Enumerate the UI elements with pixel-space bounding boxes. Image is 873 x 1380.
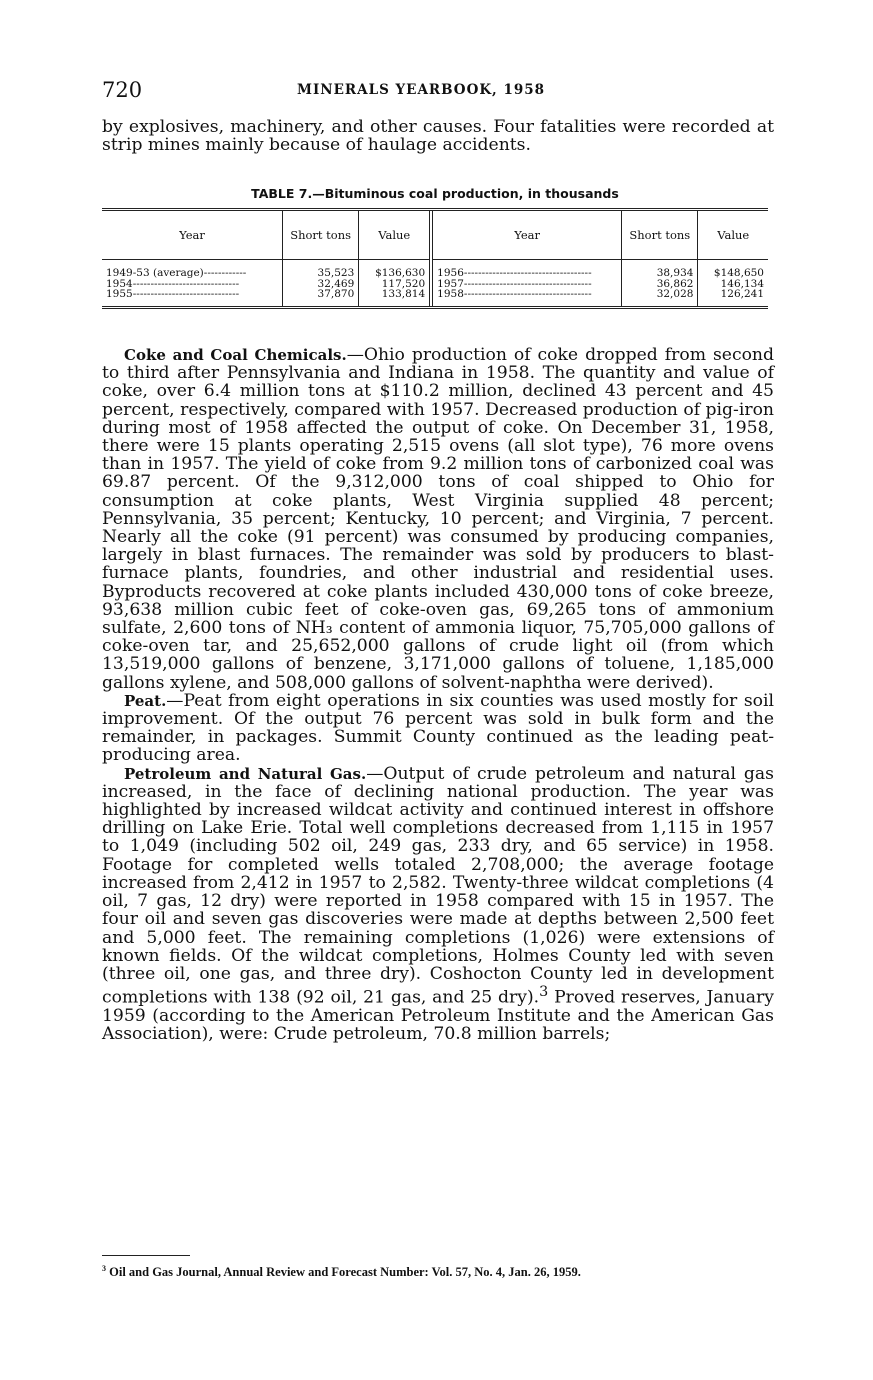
table-header-row (102, 211, 768, 260)
peat-heading: Peat. (124, 691, 167, 710)
table-cell-short-tons: 32,028 (656, 288, 694, 300)
footnote-text: Oil and Gas Journal, Annual Review and Forecast Number: Vol. 57, No. 4, Jan. 26, 1959. (109, 1265, 581, 1280)
table-cell-short-tons: 35,523 (317, 267, 355, 279)
footnote-marker: 3 (102, 1264, 106, 1273)
right-year-cell (431, 260, 622, 306)
col-header-year-right: Year (431, 211, 622, 260)
peat-paragraph (102, 692, 774, 765)
intro-text: by explosives, machinery, and other causes. Four fatalities were recorded at strip mines mainly because of haulage accidents. (102, 117, 774, 156)
col-header-value-right: Value (698, 211, 768, 260)
table-cell-short-tons: 36,862 (656, 277, 694, 290)
table-cell-year: 1958------------------------------------ (437, 289, 592, 300)
journal-title: MINERALS YEARBOOK, 1958 (297, 82, 546, 98)
page-number: 720 (102, 78, 143, 102)
petroleum-text-continued: Proved reserves, January 1959 (according to the American Petroleum Institute and the American Gas Association), were: Crude petroleum, 70.8 million barrels; (102, 987, 774, 1045)
table-cell-year: 1956------------------------------------ (437, 268, 592, 279)
col-header-short-tons-left: Short tons (283, 211, 359, 260)
footnote (102, 1262, 774, 1280)
table-title: TABLE 7.—Bituminous coal production, in thousands (251, 186, 619, 201)
running-head (102, 78, 782, 108)
coke-heading: Coke and Coal Chemicals. (124, 346, 347, 364)
col-header-short-tons-right: Short tons (622, 211, 698, 260)
table-cell-value: $148,650 (713, 267, 764, 279)
peat-text: —Peat from eight operations in six counties was used mostly for soil improvement. Of the output 76 percent was sold in bulk form and the remainder, in packages. Summit County continued as the leading peat-producing area. (102, 690, 774, 766)
intro-paragraph (102, 118, 774, 154)
coke-paragraph (102, 346, 774, 692)
petroleum-paragraph (102, 765, 774, 1044)
table-cell-value: 126,241 (720, 288, 764, 300)
table-cell-year: 1954------------------------------ (106, 278, 240, 289)
table-cell-short-tons: 37,870 (317, 288, 355, 300)
right-value-cell (698, 260, 768, 306)
col-header-value-left: Value (359, 211, 431, 260)
table-cell-year: 1949-53 (average)------------ (106, 268, 247, 279)
col-header-year-left: Year (102, 211, 283, 260)
petroleum-text: —Output of crude petroleum and natural gas increased, in the face of declining national production. The year was highlighted by increased wildcat activity and continued interest in offshore drilling on Lake Erie. Total well completions decreased from 1,115 in 1957 to 1,049 (including 502 oil, 249 gas, 233 dry, and 65 service) in 1958. Footage for completed wells totaled 2,708,000; the average footage increased from 2,412 in 1957 to 2,582. Twenty-three wildcat completions (4 oil, 7 gas, 12 dry) were reported in 1958 compared with 15 in 1957. The four oil and seven gas discoveries were made at depths between 2,500 feet and 5,000 feet. The remaining completions (1,026) were extensions of known fields. Of the wildcat completions, Holmes County led with seven (three oil, one gas, and three dry). Coshocton County led in development completions with 138 (92 oil, 21 gas, and 25 dry). (102, 763, 774, 1008)
petroleum-heading: Petroleum and Natural Gas. (124, 764, 367, 783)
right-short-tons-cell (622, 260, 698, 306)
coal-production-table (102, 208, 768, 309)
table-cell-year: 1957------------------------------------ (437, 278, 592, 289)
left-short-tons-cell (283, 260, 359, 306)
table-cell-value: 133,814 (381, 288, 426, 300)
table-cell-short-tons: 32,469 (317, 277, 355, 290)
left-year-cell (102, 260, 283, 306)
coke-text: —Ohio production of coke dropped from second to third after Pennsylvania and Indiana in 1958. The quantity and value of coke, over 6.4 million tons at $110.2 million, declined 43 percent and 45 percent, respectively, compared with 1957. Decreased production of pig-iron during most of 1958 affected the output of coke. On December 31, 1958, there were 15 plants operating 2,515 ovens (all slot type), 76 more ovens than in 1957. The yield of coke from 9.2 million tons of carbonized coal was 69.87 percent. Of the 9,312,000 tons of coal shipped to Ohio for consumption at coke plants, West Virginia supplied 48 percent; Pennsylvania, 35 percent; Kentucky, 10 percent; and Virginia, 7 percent. Nearly all the coke (91 percent) was consumed by producing companies, largely in blast furnaces. The remainder was sold by producers to blast-furnace plants, foundries, and other industrial and residential uses. Byproducts recovered at coke plants included 430,000 tons of coke breeze, 93,638 million cubic feet of coke-oven gas, 69,265 tons of ammonium sulfate, 2,600 tons of NH₃ content of ammonia liquor, 75,705,000 gallons of coke-oven tar, and 25,652,000 gallons of crude light oil (from which 13,519,000 gallons of benzene, 3,171,000 gallons of toluene, 1,185,000 gallons xylene, and 508,000 gallons of solvent-naphtha were derived). (102, 345, 774, 693)
table-cell-year: 1955------------------------------ (106, 289, 240, 300)
table-cell-value: $136,630 (375, 267, 426, 279)
footnote-rule (102, 1255, 190, 1256)
table-cell-value: 146,134 (720, 277, 764, 290)
footnote-ref: 3 (539, 984, 549, 1001)
main-body (102, 346, 774, 1043)
left-value-cell (359, 260, 431, 306)
table-cell-short-tons: 38,934 (656, 267, 694, 279)
table-body-row (102, 260, 768, 306)
table-cell-value: 117,520 (381, 277, 426, 290)
